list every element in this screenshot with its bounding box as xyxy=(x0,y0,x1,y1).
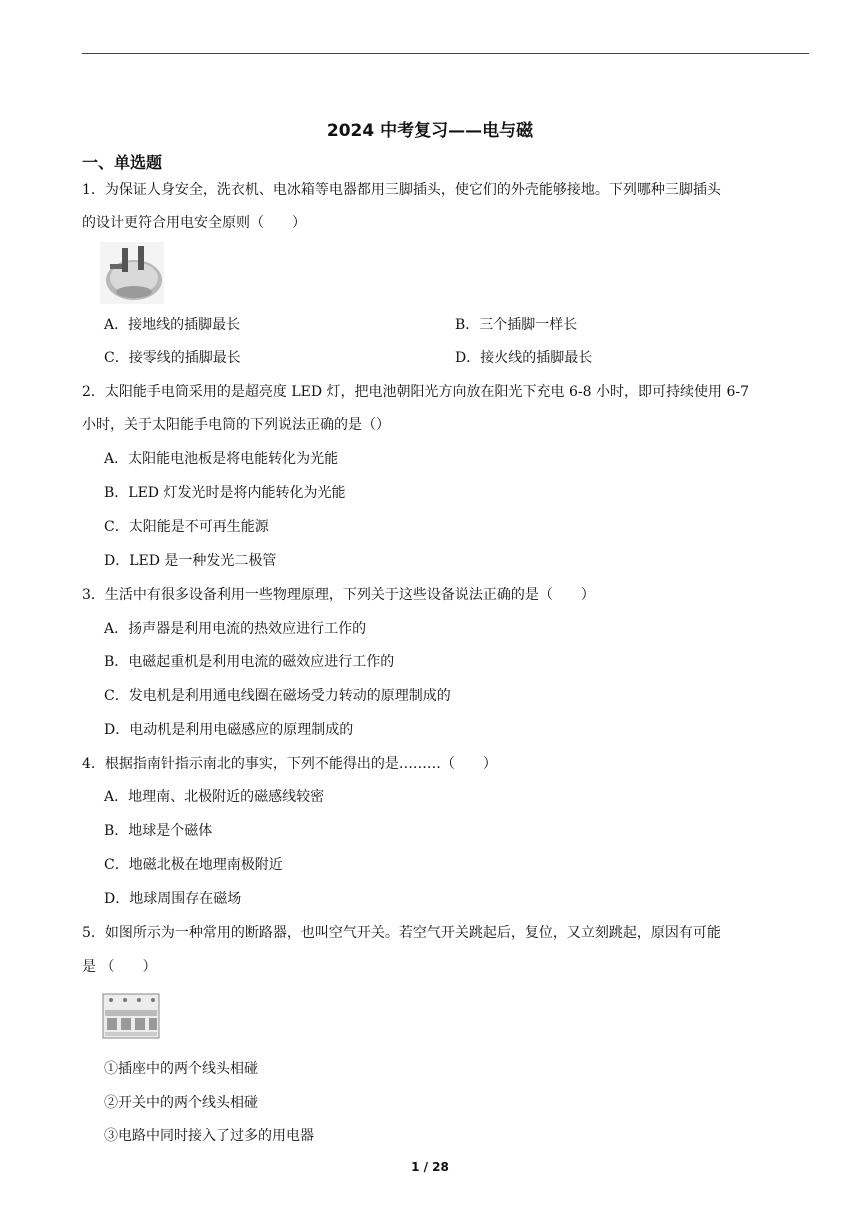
question-1-option-c: C．接零线的插脚最长 xyxy=(104,350,241,366)
page-title: 2024 中考复习——电与磁 xyxy=(326,121,534,141)
question-1-line-2: 的设计更符合用电安全原则（ ） xyxy=(82,215,306,231)
question-2-option-b: B．LED 灯发光时是将内能转化为光能 xyxy=(104,485,346,501)
question-4-line-1: 4．根据指南针指示南北的事实，下列不能得出的是………（ ） xyxy=(82,756,497,772)
question-5-line-2: 是 （ ） xyxy=(82,959,157,975)
question-5-statement-2: ②开关中的两个线头相碰 xyxy=(104,1095,258,1111)
question-4-option-b: B．地球是个磁体 xyxy=(104,823,213,839)
question-2-option-d: D．LED 是一种发光二极管 xyxy=(104,553,277,569)
question-3-option-b: B．电磁起重机是利用电流的磁效应进行工作的 xyxy=(104,654,395,670)
question-4-option-c: C．地磁北极在地理南极附近 xyxy=(104,857,283,873)
question-3-option-a: A．扬声器是利用电流的热效应进行工作的 xyxy=(104,621,367,637)
question-2-line-1: 2．太阳能手电筒采用的是超亮度 LED 灯，把电池朝阳光方向放在阳光下充电 6-8 小时，即可持续使用 6-7 xyxy=(82,384,749,400)
question-5-statement-1: ①插座中的两个线头相碰 xyxy=(104,1061,258,1077)
question-1-option-d: D．接火线的插脚最长 xyxy=(455,350,593,366)
page-number: 1 / 28 xyxy=(411,1160,449,1174)
question-2-option-a: A．太阳能电池板是将电能转化为光能 xyxy=(104,451,339,467)
question-4-option-d: D．地球周围存在磁场 xyxy=(104,891,242,907)
question-2-option-c: C．太阳能是不可再生能源 xyxy=(104,519,269,535)
question-2-line-2: 小时，关于太阳能手电筒的下列说法正确的是（） xyxy=(82,417,390,433)
section-heading: 一、单选题 xyxy=(82,153,163,172)
question-1-option-b: B．三个插脚一样长 xyxy=(455,317,578,333)
question-3-option-c: C．发电机是利用通电线圈在磁场受力转动的原理制成的 xyxy=(104,688,451,704)
question-1-option-a: A．接地线的插脚最长 xyxy=(104,317,241,333)
question-5-statement-3: ③电路中同时接入了过多的用电器 xyxy=(104,1128,314,1144)
three-pin-plug-image xyxy=(100,242,164,304)
circuit-breaker-image xyxy=(101,990,163,1044)
header-rule xyxy=(82,53,809,54)
question-3-line-1: 3．生活中有很多设备利用一些物理原理，下列关于这些设备说法正确的是（ ） xyxy=(82,587,595,603)
question-1-line-1: 1．为保证人身安全，洗衣机、电冰箱等电器都用三脚插头，使它们的外壳能够接地。下列哪种三脚插头 xyxy=(82,182,721,198)
question-5-line-1: 5．如图所示为一种常用的断路器，也叫空气开关。若空气开关跳起后，复位，又立刻跳起，原因有可能 xyxy=(82,925,721,941)
question-4-option-a: A．地理南、北极附近的磁感线较密 xyxy=(104,789,325,805)
question-3-option-d: D．电动机是利用电磁感应的原理制成的 xyxy=(104,722,354,738)
